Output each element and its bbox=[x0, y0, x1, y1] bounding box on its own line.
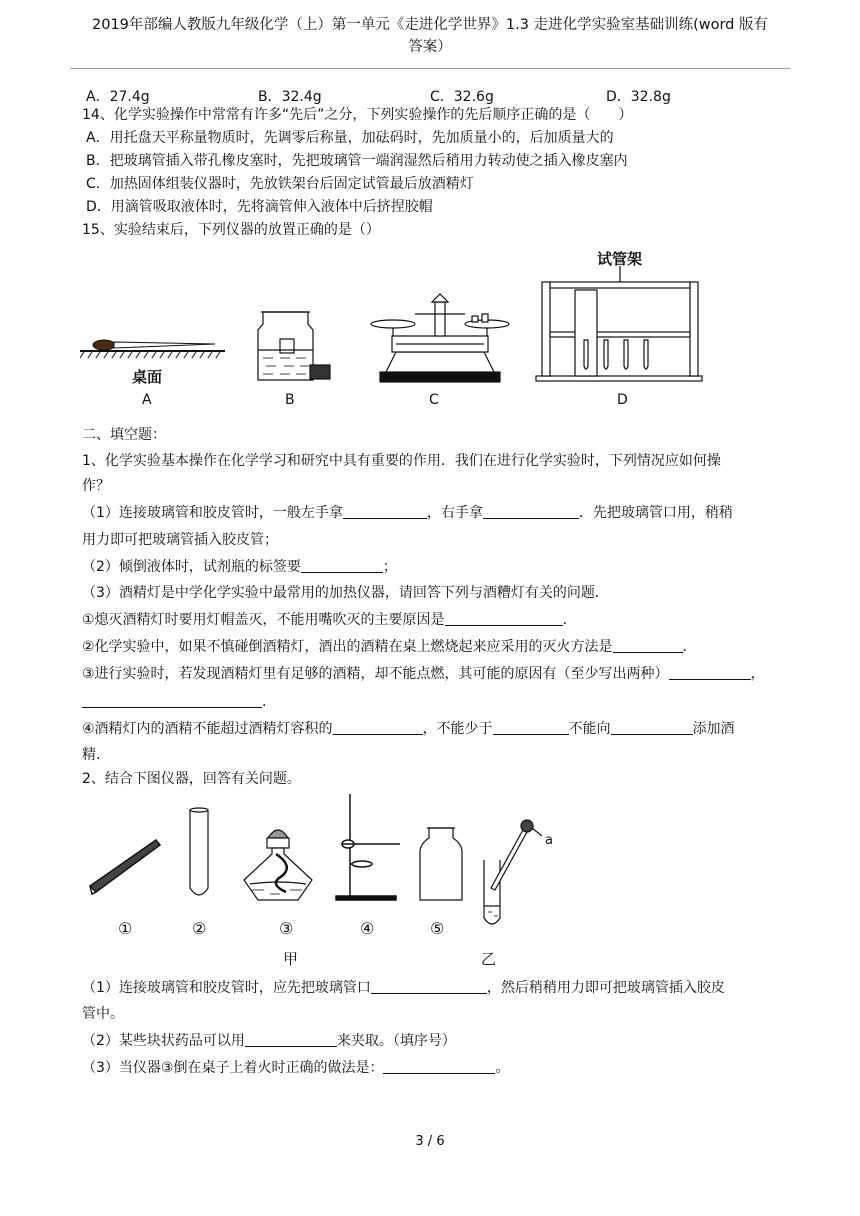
answer-blank[interactable] bbox=[245, 1032, 337, 1047]
answer-blank[interactable] bbox=[82, 693, 262, 708]
answer-blank[interactable] bbox=[669, 665, 751, 680]
q13-option-b: B．32.4g bbox=[258, 89, 322, 105]
q1-sub2-line: ②化学实验中，如果不慎碰倒酒精灯，酒出的酒精在桌上燃烧起来应采用的灭火方法是 . bbox=[82, 639, 688, 655]
q1-part3-line: （3）酒精灯是中学化学实验中最常用的加热仪器，请回答下列与酒糟灯有关的问题． bbox=[82, 585, 609, 601]
q1-sub4-line: ④酒精灯内的酒精不能超过酒精灯容积的 ，不能少于 不能向 添加酒 bbox=[82, 721, 735, 737]
instrument-number-1: ① bbox=[118, 919, 133, 938]
dropper-tag-a: a bbox=[545, 833, 553, 848]
test-tube-diagram bbox=[190, 808, 208, 895]
answer-blank[interactable] bbox=[301, 558, 383, 573]
q2-part3-line: （3）当仪器③倒在桌子上着火时正确的做法是： 。 bbox=[82, 1060, 510, 1076]
q1-sub3-line: ③进行实验时，若发现酒精灯里有足够的酒精，却不能点燃，其可能的原因有（至少写出两种） ， bbox=[82, 666, 765, 682]
q1-part2-line: （2）倾倒液体时，试剂瓶的标签要 ； bbox=[82, 559, 397, 575]
header-line-1: 2019年部编人教版九年级化学（上）第一单元《走进化学世界》1.3 走进化学实验室基础训练(word 版有 bbox=[92, 17, 768, 33]
q14-option-a: A．用托盘天平称量物质时，先调零后称量，加砝码时，先加质量小的，后加质量大的 bbox=[86, 130, 614, 146]
instrument-number-2: ② bbox=[192, 919, 207, 938]
answer-blank[interactable] bbox=[445, 611, 563, 626]
rack-label: 试管架 bbox=[597, 250, 643, 268]
test-tube-rack-diagram bbox=[536, 266, 702, 381]
dropper-on-table-diagram bbox=[80, 340, 225, 358]
figure-label-c: C bbox=[429, 392, 439, 408]
q2-figure bbox=[80, 788, 580, 970]
document-header bbox=[70, 14, 790, 58]
dropper-in-tube-diagram bbox=[484, 820, 542, 924]
page-number: 3 / 6 bbox=[415, 1134, 445, 1149]
q1-sub4-cont: 精. bbox=[82, 747, 101, 763]
q1-sub3-cont: . bbox=[82, 692, 266, 712]
instrument-number-5: ⑤ bbox=[430, 919, 445, 938]
q15-stem: 15、实验结束后，下列仪器的放置正确的是（） bbox=[82, 222, 380, 238]
q2-stem: 2、结合下图仪器，回答有关问题。 bbox=[82, 771, 301, 787]
q2-part1-cont: 管中。 bbox=[82, 1006, 124, 1022]
table-label: 桌面 bbox=[132, 368, 163, 386]
answer-blank[interactable] bbox=[493, 720, 569, 735]
answer-blank[interactable] bbox=[383, 1059, 495, 1074]
header-line-2: 答案） bbox=[408, 39, 452, 55]
q14-option-b: B．把玻璃管插入带孔橡皮塞时，先把玻璃管一端润湿然后稍用力转动使之插入橡皮塞内 bbox=[86, 153, 628, 169]
instrument-number-3: ③ bbox=[279, 919, 294, 938]
q13-option-a: A．27.4g bbox=[86, 89, 150, 105]
q14-stem: 14、化学实验操作中常常有许多“先后”之分，下列实验操作的先后顺序正确的是（ ） bbox=[82, 107, 633, 123]
q1-part1-line: （1）连接玻璃管和胶皮管时，一般左手拿 ，右手拿 ．先把玻璃管口用，稍稍 bbox=[82, 505, 733, 521]
q1-part1-cont: 用力即可把玻璃管插入胶皮管； bbox=[82, 532, 278, 548]
tweezers-diagram bbox=[90, 840, 160, 894]
reagent-bottle-diagram bbox=[258, 312, 330, 380]
q1-sub1-line: ①熄灭酒精灯时要用灯帽盖灭，不能用嘴吹灭的主要原因是 . bbox=[82, 612, 568, 628]
answer-blank[interactable] bbox=[483, 504, 579, 519]
figure-label-b: B bbox=[285, 392, 295, 408]
header-divider bbox=[70, 68, 790, 69]
answer-blank[interactable] bbox=[343, 504, 427, 519]
q1-stem-line-2: 作？ bbox=[82, 478, 110, 494]
group-label-jia: 甲 bbox=[283, 950, 299, 968]
section-title: 二、填空题： bbox=[82, 427, 166, 443]
answer-blank[interactable] bbox=[333, 720, 423, 735]
instrument-number-4: ④ bbox=[360, 919, 375, 938]
answer-blank[interactable] bbox=[611, 720, 693, 735]
figure-label-a: A bbox=[142, 392, 152, 408]
iron-stand-diagram bbox=[336, 794, 400, 900]
q2-part2-line: （2）某些块状药品可以用 来夹取。（填序号） bbox=[82, 1033, 456, 1049]
q1-stem-line-1: 1、化学实验基本操作在化学学习和研究中具有重要的作用．我们在进行化学实验时，下列情况应如何操 bbox=[82, 453, 721, 469]
q15-figure bbox=[80, 244, 720, 412]
q13-option-c: C．32.6g bbox=[430, 89, 494, 105]
q2-part1-line: （1）连接玻璃管和胶皮管时，应先把玻璃管口 ，然后稍稍用力即可把玻璃管插入胶皮 bbox=[82, 980, 725, 996]
answer-blank[interactable] bbox=[613, 638, 683, 653]
balance-diagram bbox=[371, 294, 509, 382]
q14-option-d: D．用滴管吸取液体时，先将滴管伸入液体中后挤捏胶帽 bbox=[86, 199, 433, 215]
answer-blank[interactable] bbox=[371, 979, 487, 994]
wide-mouth-bottle-diagram bbox=[420, 828, 462, 900]
alcohol-lamp-diagram bbox=[244, 830, 312, 900]
q13-option-d: D．32.8g bbox=[606, 89, 671, 105]
figure-label-d: D bbox=[617, 392, 628, 408]
q14-option-c: C．加热固体组装仪器时，先放铁架台后固定试管最后放酒精灯 bbox=[86, 176, 474, 192]
group-label-yi: 乙 bbox=[481, 950, 497, 968]
